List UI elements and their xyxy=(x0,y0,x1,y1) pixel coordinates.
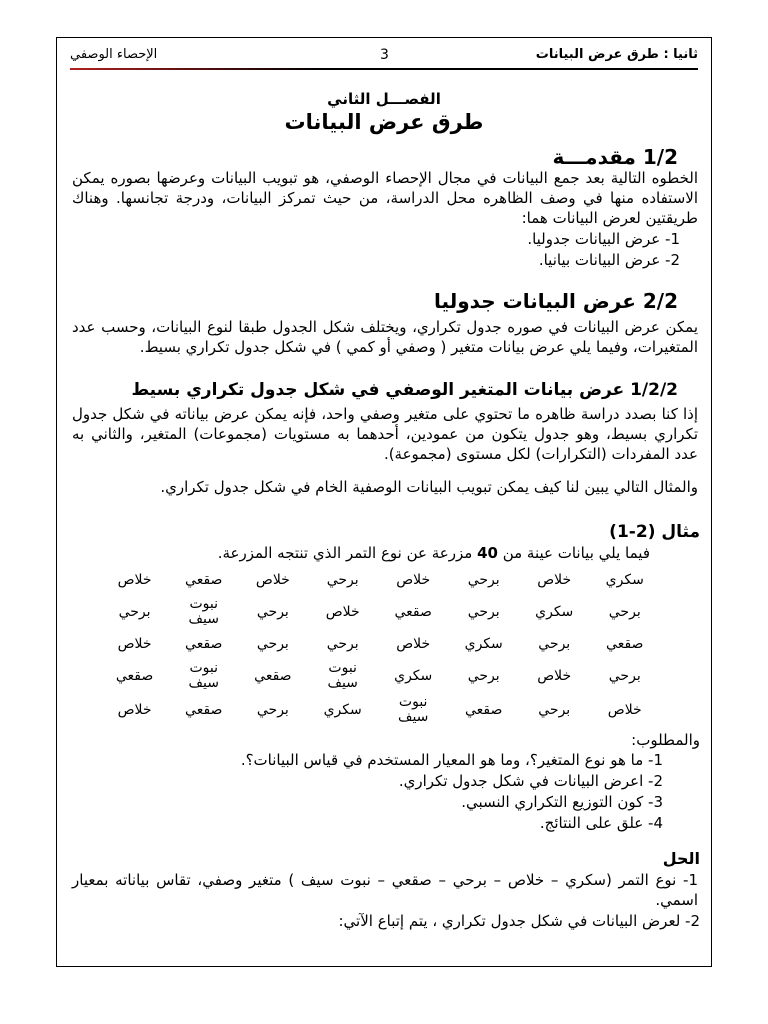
table-cell: نبوت سيف xyxy=(327,660,358,691)
table-cell: نبوت سيف xyxy=(397,694,429,725)
solution-label: الحل xyxy=(662,849,700,868)
table-cell: خلاص xyxy=(117,571,152,588)
table-cell: خلاص xyxy=(325,603,360,620)
table-cell: نبوت سيف xyxy=(188,596,219,627)
list-item: 1- ما هو نوع المتغير؟، وما هو المعيار المستخدم في قياس البيانات؟. xyxy=(240,751,663,769)
tabular-heading: 2/2 عرض البيانات جدوليا xyxy=(434,289,678,313)
intro-heading: 1/2 مقدمـــة xyxy=(552,145,678,169)
table-cell: صقعي xyxy=(465,701,503,718)
table-row xyxy=(100,659,660,693)
table-cell: سكري xyxy=(535,603,574,620)
table-row xyxy=(100,595,660,629)
solution-item-2: 2- لعرض البيانات في شكل جدول تكراري ، يتم إتباع الآتي: xyxy=(338,912,700,930)
table-cell: برحي xyxy=(467,667,500,684)
table-cell: برحي xyxy=(467,603,500,620)
table-cell: برحي xyxy=(256,603,289,620)
simple-paragraph-2: والمثال التالي يبين لنا كيف يمكن تبويب البيانات الوصفية الخام في شكل جدول تكراري. xyxy=(160,478,698,496)
table-cell: برحي xyxy=(467,571,500,588)
table-row xyxy=(100,629,660,659)
chapter-title: طرق عرض البيانات xyxy=(284,110,484,134)
table-cell: سكري xyxy=(323,701,362,718)
table-cell: برحي xyxy=(118,603,151,620)
table-cell: برحي xyxy=(256,635,289,652)
table-cell: خلاص xyxy=(396,635,431,652)
table-cell: برحي xyxy=(608,603,641,620)
table-cell: خلاص xyxy=(607,701,642,718)
table-cell: خلاص xyxy=(117,701,152,718)
list-item: 2- عرض البيانات بيانيا. xyxy=(538,251,680,269)
chapter-label: الفصـــل الثاني xyxy=(327,90,441,108)
list-item: 3- كون التوزيع التكراري النسبي. xyxy=(461,793,663,811)
tabular-paragraph: يمكن عرض البيانات في صوره جدول تكراري، ويختلف شكل الجدول طبقا لنوع البيانات، وحسب عدد المتغيرات، وفيما يلي عرض بيانات متغير ( وصفي أو كمي ) في شكل جدول تكراري بسيط. xyxy=(72,318,698,356)
table-cell: نبوت سيف xyxy=(188,660,219,691)
table-cell: صقعي xyxy=(185,635,223,652)
example-intro-text-end: مزرعة عن نوع التمر الذي تنتجه المزرعة. xyxy=(217,544,478,562)
page-header xyxy=(70,44,698,66)
example-intro-text: فيما يلي بيانات عينة من xyxy=(497,544,650,562)
simple-table-heading: 1/2/2 عرض بيانات المتغير الوصفي في شكل جدول تكراري بسيط xyxy=(131,380,678,400)
table-cell: صقعي xyxy=(115,667,154,684)
table-cell: صقعي xyxy=(185,701,223,718)
table-cell: سكري xyxy=(605,571,644,588)
table-row xyxy=(100,693,660,727)
list-item: 1- عرض البيانات جدوليا. xyxy=(527,230,680,248)
example-heading: مثال (2-1) xyxy=(609,522,700,542)
list-item: 2- اعرض البيانات في شكل جدول تكراري. xyxy=(398,772,663,790)
table-cell: خلاص xyxy=(117,635,152,652)
table-row xyxy=(100,565,660,595)
header-rule xyxy=(70,68,698,70)
table-cell: برحي xyxy=(538,635,571,652)
list-item: 4- علق على النتائج. xyxy=(539,814,663,832)
page-number: 3 xyxy=(380,47,389,63)
sample-size: 40 xyxy=(477,544,498,562)
table-cell: صقعي xyxy=(254,667,292,684)
table-cell: خلاص xyxy=(537,667,572,684)
required-label: والمطلوب: xyxy=(631,731,700,749)
required-list xyxy=(241,750,663,834)
table-cell: برحي xyxy=(538,701,571,718)
table-cell: سكري xyxy=(394,667,433,684)
simple-paragraph-1: إذا كنا بصدد دراسة ظاهره ما تحتوي على متغير وصفي واحد، فإنه يمكن عرض بياناته في شكل جدول تكراري بسيط، وهو جدول يتكون من عمودين، أحدهما به مستويات (مجموعات) المتغير، والثاني به عدد المفردات (التكرارات) لكل مستوى (مجموعة). xyxy=(72,405,698,463)
table-cell: برحي xyxy=(608,667,641,684)
solution-item-1: 1- نوع التمر (سكري – خلاص – برحي – صقعي – نبوت سيف ) متغير وصفي، تقاس بياناته بمعيار اسمي. xyxy=(72,871,698,909)
table-cell: سكري xyxy=(464,635,503,652)
raw-data-table xyxy=(100,565,660,727)
table-cell: برحي xyxy=(326,571,359,588)
intro-list xyxy=(527,229,680,271)
table-cell: صقعي xyxy=(185,571,223,588)
header-book-title: الإحصاء الوصفي xyxy=(70,47,158,62)
example-intro xyxy=(218,544,650,562)
table-cell: خلاص xyxy=(396,571,431,588)
table-cell: برحي xyxy=(256,701,289,718)
table-cell: خلاص xyxy=(255,571,290,588)
table-cell: خلاص xyxy=(537,571,572,588)
header-section-title: ثانيا : طرق عرض البيانات xyxy=(535,47,698,62)
table-cell: برحي xyxy=(326,635,359,652)
table-cell: صقعي xyxy=(606,635,644,652)
table-cell: صقعي xyxy=(394,603,432,620)
intro-paragraph: الخطوه التالية بعد جمع البيانات في مجال الإحصاء الوصفي، هو تبويب البيانات وعرضها بصوره يمكن الاستفاده منها في وصف الظاهره محل الدراسة، من حيث تمركز البيانات، ودرجة تجانسها. وهناك طريقتين لعرض البيانات هما: xyxy=(72,169,698,227)
